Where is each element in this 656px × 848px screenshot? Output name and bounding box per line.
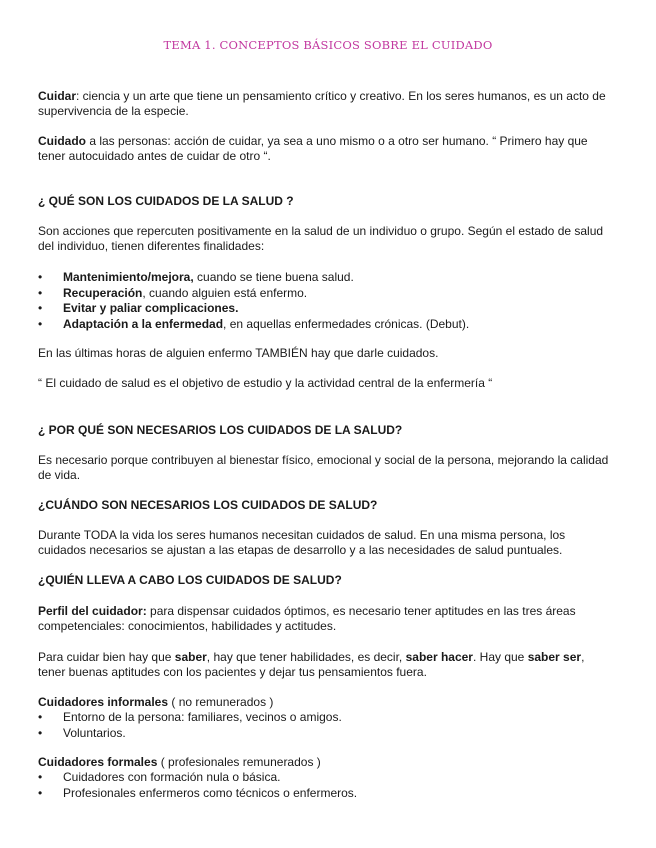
term-informales: Cuidadores informales (38, 695, 169, 709)
perfil-text: para dispensar cuidados óptimos, es necesario tener aptitudes en las tres áreas competenciales: conocimientos, habilidades y actitudes. (38, 604, 576, 633)
paragraph-que-son-intro: Son acciones que repercuten positivamente en la salud de un individuo o grupo. Según el estado de salud del individuo, tienen diferentes finalidades: (38, 224, 604, 253)
bullet: • (38, 285, 43, 300)
text-fragment: . Hay que (472, 650, 528, 664)
list-item (38, 317, 613, 333)
bullet: • (38, 710, 43, 724)
heading-cuidadores-formales (38, 755, 613, 770)
heading-que-son: ¿ QUÉ SON LOS CUIDADOS DE LA SALUD ? (38, 194, 294, 208)
note-informales: ( no remunerados ) (168, 695, 274, 709)
item-text: Entorno de la persona: familiares, vecinos o amigos. (63, 710, 342, 724)
definition-cuidado: a las personas: acción de cuidar, ya sea a uno mismo o a otro ser humano. “ Primero hay que tener autocuidado antes de cuidar de otro “. (38, 134, 588, 163)
paragraph-por-que: Es necesario porque contribuyen al bienestar físico, emocional y social de la persona, mejorando la calidad de vida. (38, 453, 609, 482)
paragraph-cuidado (38, 134, 613, 164)
heading-por-que: ¿ POR QUÉ SON NECESARIOS LOS CUIDADOS DE LA SALUD? (38, 423, 403, 437)
term-saber-hacer: saber hacer (405, 650, 473, 664)
list-item (38, 770, 613, 786)
bullet: • (38, 785, 43, 800)
bullet: • (38, 725, 43, 740)
heading-quien: ¿QUIÉN LLEVA A CABO LOS CUIDADOS DE SALUD? (38, 573, 342, 587)
bullet: • (38, 301, 43, 315)
list-item (38, 786, 613, 802)
list-item (38, 726, 613, 742)
term-saber-ser: saber ser (527, 650, 582, 664)
bullet: • (38, 316, 43, 331)
text-fragment: , hay que tener habilidades, es decir, (206, 650, 406, 664)
paragraph-saber (38, 650, 613, 680)
list-finalidades (38, 270, 613, 332)
heading-cuidadores-informales (38, 695, 613, 710)
list-item (38, 710, 613, 726)
term-formales: Cuidadores formales (38, 755, 158, 769)
quote-enfermeria: “ El cuidado de salud es el objetivo de estudio y la actividad central de la enfermería “ (38, 376, 493, 390)
item-text: Voluntarios. (63, 725, 126, 740)
term-cuidar: Cuidar (38, 89, 77, 103)
note-formales: ( profesionales remunerados ) (157, 755, 321, 769)
heading-cuando: ¿CUÁNDO SON NECESARIOS LOS CUIDADOS DE SALUD? (38, 498, 378, 512)
item-term: Adaptación a la enfermedad (63, 316, 224, 331)
term-saber: saber (174, 650, 207, 664)
item-term: Evitar y paliar complicaciones. (63, 301, 239, 315)
item-text: , en aquellas enfermedades crónicas. (Debut). (223, 316, 470, 331)
item-text: Profesionales enfermeros como técnicos o enfermeros. (63, 785, 358, 800)
list-item (38, 270, 613, 286)
text-fragment: , tener buenas aptitudes con los pacientes y dejar tus pensamientos fuera. (38, 650, 585, 679)
item-text: cuando se tiene buena salud. (193, 270, 354, 284)
document-title: TEMA 1. CONCEPTOS BÁSICOS SOBRE EL CUIDADO (163, 38, 493, 52)
definition-cuidar: : ciencia y un arte que tiene un pensamiento crítico y creativo. En los seres humanos, es un acto de supervivencia de la especie. (38, 89, 606, 118)
list-item (38, 301, 613, 317)
paragraph-ultimas-horas: En las últimas horas de alguien enfermo TAMBIÉN hay que darle cuidados. (38, 346, 439, 360)
item-term: Recuperación (63, 285, 143, 300)
paragraph-cuando: Durante TODA la vida los seres humanos necesitan cuidados de salud. En una misma persona, los cuidados necesarios se ajustan a las etapas de desarrollo y a las necesidades de salud puntuales. (38, 528, 566, 557)
paragraph-perfil-cuidador (38, 604, 613, 634)
list-item (38, 286, 613, 302)
bullet: • (38, 270, 43, 284)
item-text: , cuando alguien está enfermo. (142, 285, 308, 300)
bullet: • (38, 770, 43, 784)
list-formales (38, 770, 613, 801)
term-perfil: Perfil del cuidador: (38, 604, 147, 618)
item-term: Mantenimiento/mejora, (63, 270, 194, 284)
list-informales (38, 710, 613, 741)
paragraph-cuidar (38, 89, 613, 119)
text-fragment: Para cuidar bien hay que (38, 650, 175, 664)
term-cuidado: Cuidado (38, 134, 86, 148)
item-text: Cuidadores con formación nula o básica. (63, 770, 281, 784)
